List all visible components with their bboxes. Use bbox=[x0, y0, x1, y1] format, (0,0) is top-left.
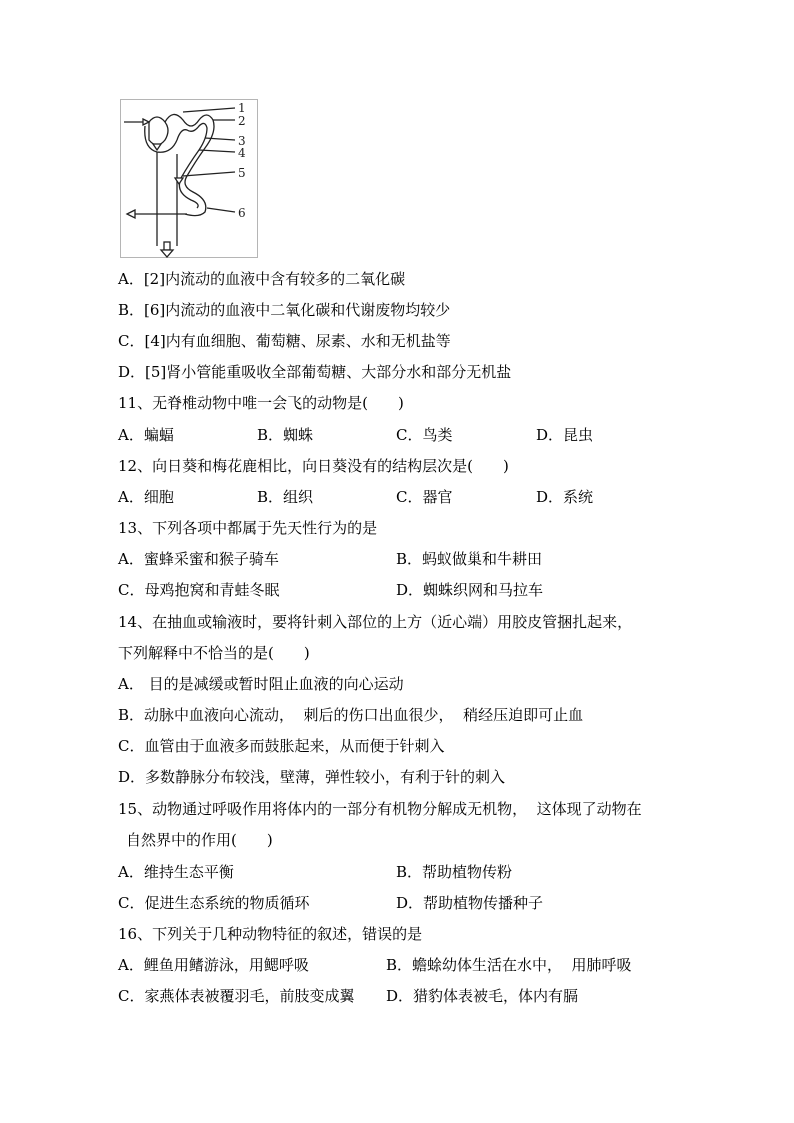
leader-4 bbox=[199, 150, 235, 152]
down-arrow-top bbox=[153, 144, 161, 150]
q10-option-d: D．[5]肾小管能重吸收全部葡萄糖、大部分水和部分无机盐 bbox=[118, 363, 512, 381]
q14-option-b: B．动脉中血液向心流动， 刺后的伤口出血很少， 稍经压迫即可止血 bbox=[118, 706, 584, 724]
inflow-arrowhead bbox=[143, 119, 149, 125]
q15-option-d: D．帮助植物传播种子 bbox=[396, 894, 544, 912]
label-1: 1 bbox=[238, 101, 246, 115]
nephron-diagram bbox=[120, 99, 258, 258]
leader-5 bbox=[183, 172, 235, 176]
leader-1 bbox=[183, 108, 235, 112]
label-6: 6 bbox=[238, 206, 246, 220]
label-5: 5 bbox=[238, 166, 246, 180]
q13-stem: 13、下列各项中都属于先天性行为的是 bbox=[118, 519, 378, 537]
q11-option-d: D．昆虫 bbox=[536, 426, 594, 444]
q10-option-c: C．[4]内有血细胞、葡萄糖、尿素、水和无机盐等 bbox=[118, 332, 451, 350]
q13-option-b: B．蚂蚁做巢和牛耕田 bbox=[396, 550, 543, 568]
q14-option-c: C．血管由于血液多而鼓胀起来，从而便于针刺入 bbox=[118, 737, 445, 755]
leader-6 bbox=[207, 208, 235, 212]
q16-option-c: C．家燕体表被覆羽毛，前肢变成翼 bbox=[118, 987, 355, 1005]
q14-stem-line2: 下列解释中不恰当的是( ) bbox=[118, 644, 310, 662]
q12-option-b: B．组织 bbox=[257, 488, 314, 506]
q11-option-b: B．蜘蛛 bbox=[257, 426, 314, 444]
q11-option-c: C．鸟类 bbox=[396, 426, 453, 444]
label-2: 2 bbox=[238, 114, 246, 128]
q13-option-a: A．蜜蜂采蜜和猴子骑车 bbox=[118, 550, 279, 568]
q15-option-b: B．帮助植物传粉 bbox=[396, 863, 513, 881]
q15-stem-line2: 自然界中的作用( ) bbox=[126, 831, 273, 849]
q12-option-d: D．系统 bbox=[536, 488, 594, 506]
q15-option-a: A．维持生态平衡 bbox=[118, 863, 234, 881]
q14-option-a: A． 目的是减缓或暂时阻止血液的向心运动 bbox=[118, 675, 404, 693]
q15-stem-line1: 15、动物通过呼吸作用将体内的一部分有机物分解成无机物， 这体现了动物在 bbox=[118, 800, 642, 818]
q11-option-a: A．蝙蝠 bbox=[118, 426, 174, 444]
q16-option-d: D．猎豹体表被毛，体内有膈 bbox=[386, 987, 579, 1005]
outflow-arrowhead bbox=[127, 210, 135, 218]
q11-stem: 11、无脊椎动物中唯一会飞的动物是( ) bbox=[118, 394, 404, 412]
q13-option-d: D．蜘蛛织网和马拉车 bbox=[396, 581, 544, 599]
tubule-inner bbox=[177, 123, 207, 208]
q16-option-a: A．鲤鱼用鳍游泳，用鳃呼吸 bbox=[118, 956, 309, 974]
q14-stem-line1: 14、在抽血或输液时，要将针刺入部位的上方（近心端）用胶皮管捆扎起来， bbox=[118, 613, 633, 631]
label-4: 4 bbox=[238, 146, 246, 160]
q12-option-a: A．细胞 bbox=[118, 488, 174, 506]
q14-option-d: D．多数静脉分布较浅，壁薄，弹性较小，有利于针的刺入 bbox=[118, 768, 506, 786]
q16-stem: 16、下列关于几种动物特征的叙述，错误的是 bbox=[118, 925, 423, 943]
leader-3 bbox=[205, 138, 235, 140]
q10-option-a: A．[2]内流动的血液中含有较多的二氧化碳 bbox=[118, 270, 406, 288]
vessel-arrow bbox=[175, 178, 183, 184]
q15-option-c: C．促进生态系统的物质循环 bbox=[118, 894, 310, 912]
q10-option-b: B．[6]内流动的血液中二氧化碳和代谢废物均较少 bbox=[118, 301, 451, 319]
q16-option-b: B．蟾蜍幼体生活在水中， 用肺呼吸 bbox=[386, 956, 632, 974]
down-arrow-stem bbox=[164, 242, 170, 250]
down-arrow-bottom bbox=[161, 250, 173, 257]
q12-option-c: C．器官 bbox=[396, 488, 453, 506]
q12-stem: 12、向日葵和梅花鹿相比，向日葵没有的结构层次是( ) bbox=[118, 457, 509, 475]
nephron-drawing bbox=[121, 100, 259, 259]
label-3: 3 bbox=[238, 134, 246, 148]
q13-option-c: C．母鸡抱窝和青蛙冬眠 bbox=[118, 581, 280, 599]
